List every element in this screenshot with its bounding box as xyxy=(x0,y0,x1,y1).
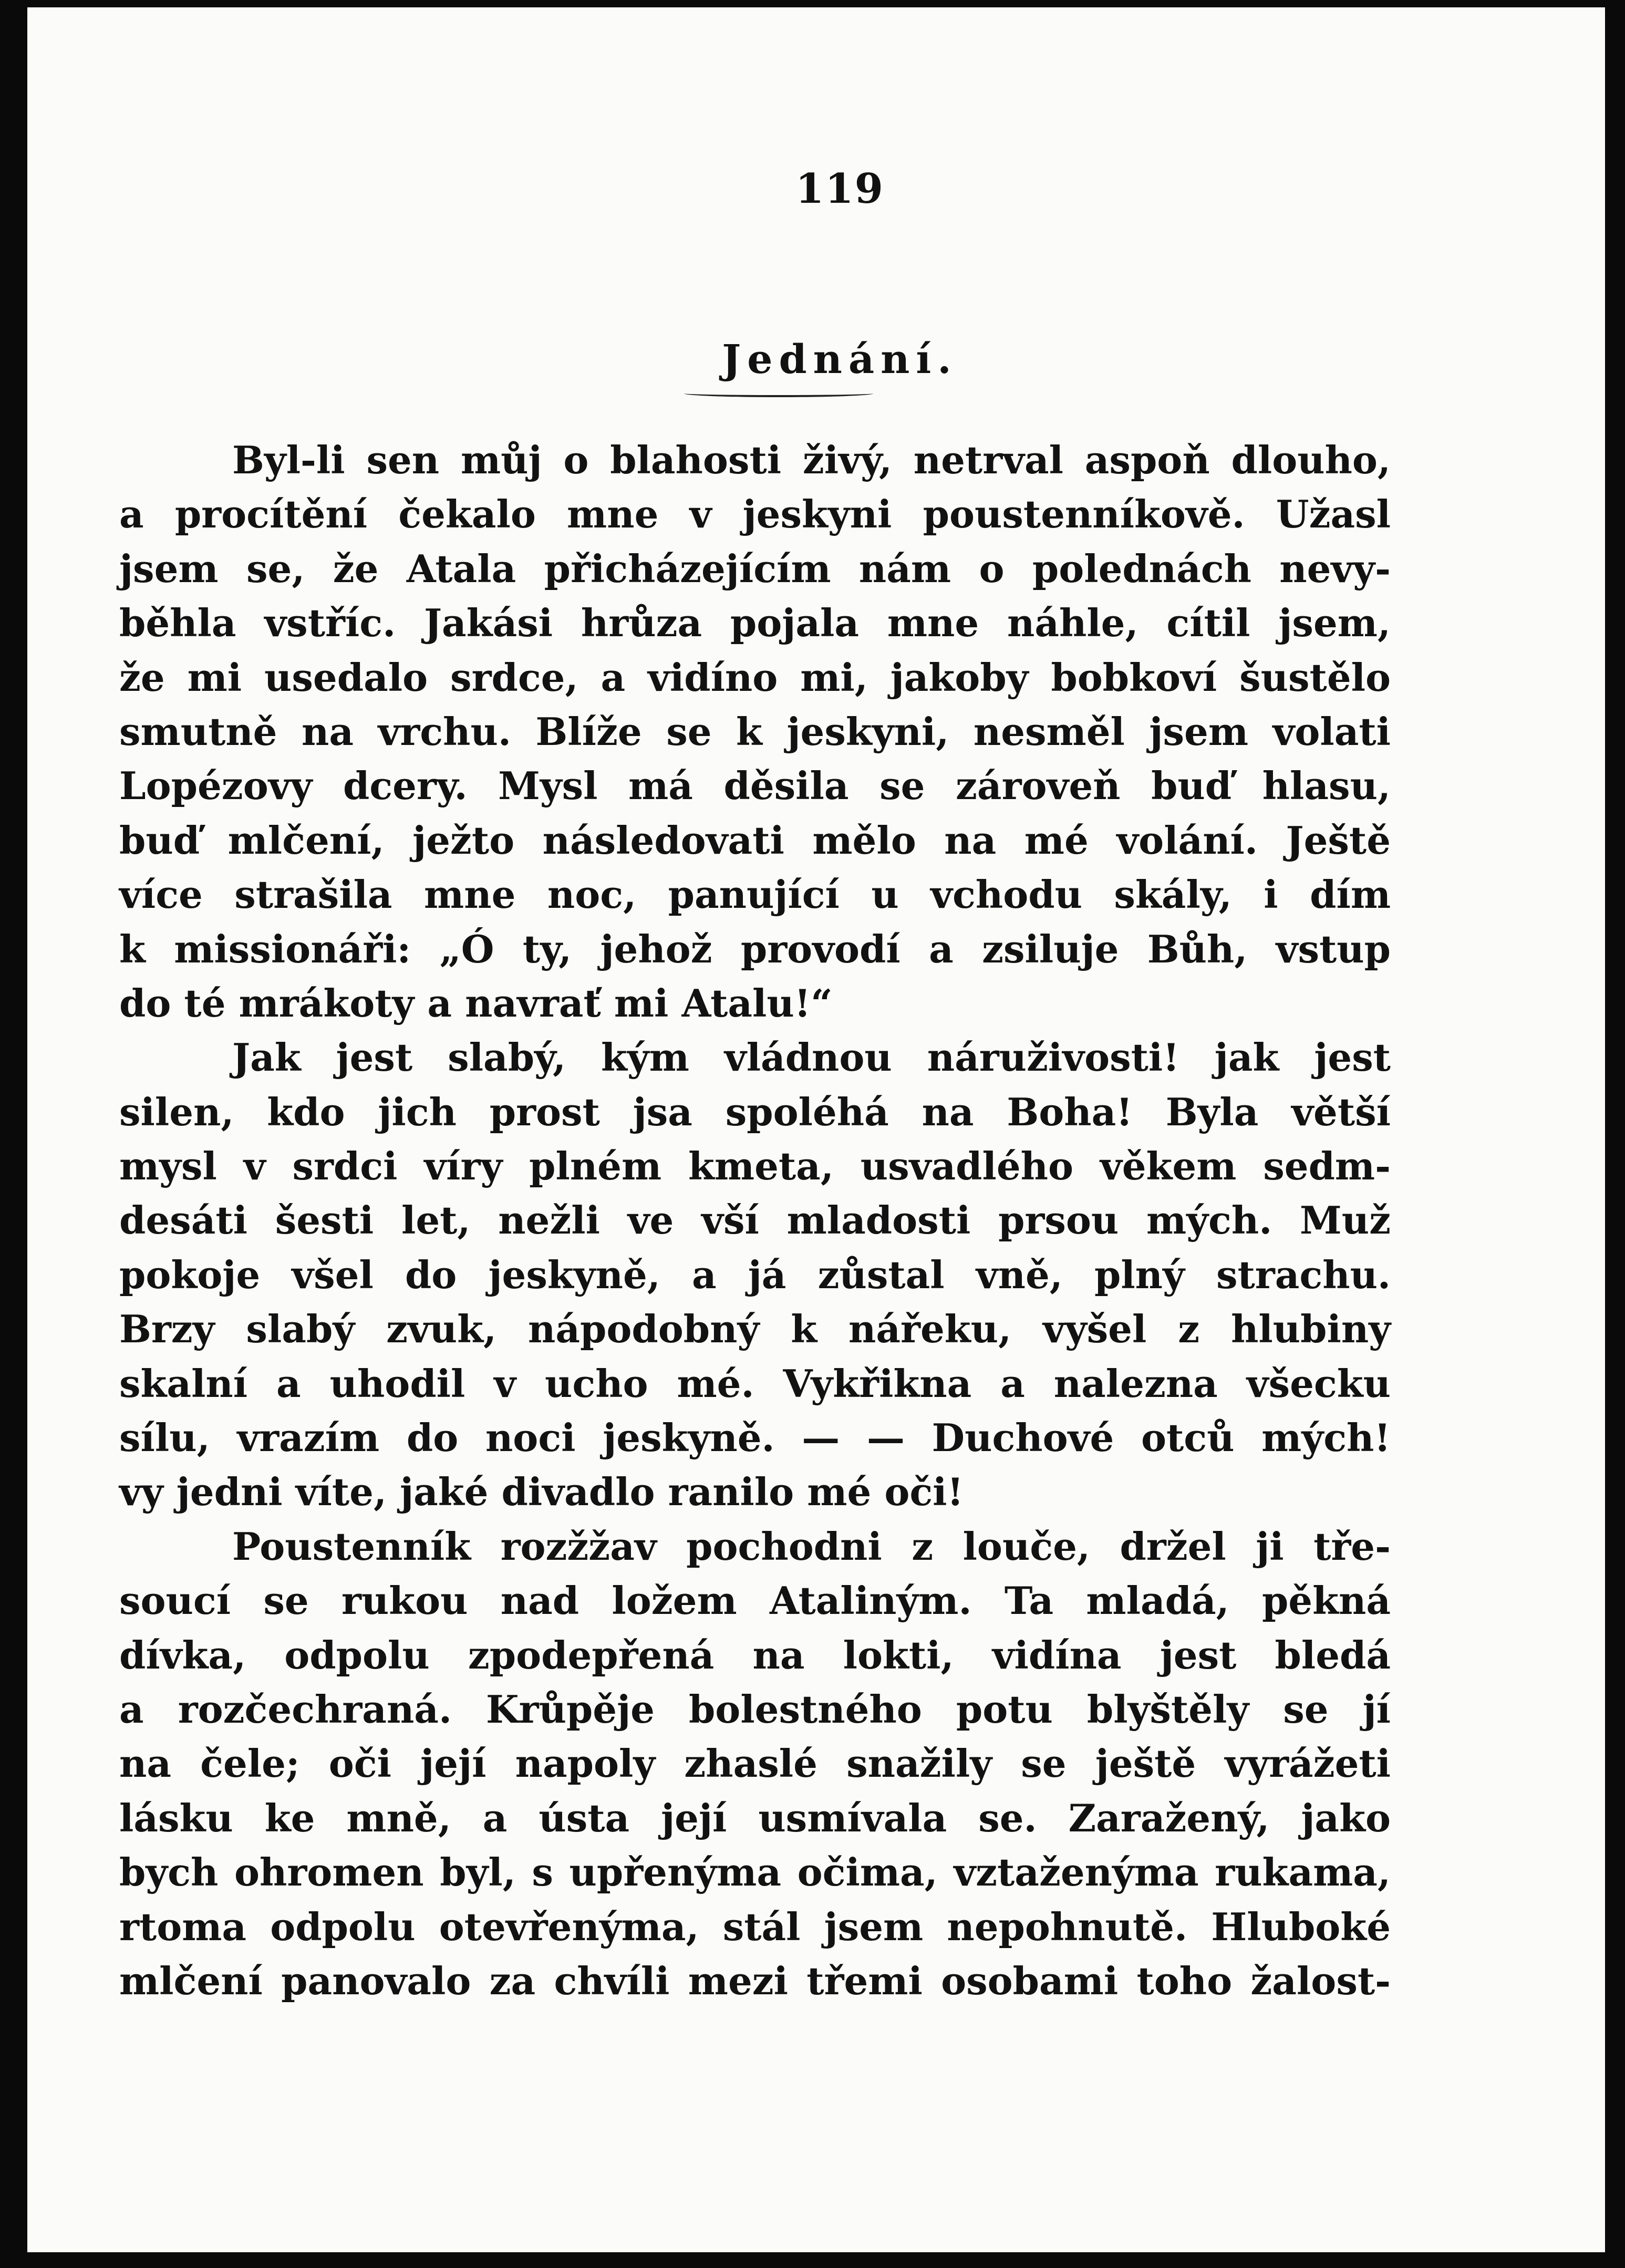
text-line: sílu, vrazím do noci jeskyně. — — Duchové otců mých! xyxy=(119,1415,1391,1461)
text-line: soucí se rukou nad ložem Ataliným. Ta mladá, pěkná xyxy=(119,1578,1391,1623)
text-line: Poustenník rozžžav pochodni z louče, držel ji tře- xyxy=(232,1524,1391,1569)
text-line: že mi usedalo srdce, a vidíno mi, jakoby bobkoví šustělo xyxy=(119,655,1391,700)
title-flourish xyxy=(684,390,873,397)
text-line: k missionáři: „Ó ty, jehož provodí a zsiluje Bůh, vstup xyxy=(119,926,1391,971)
text-line: jsem se, že Atala přicházejícím nám o polednách nevy- xyxy=(119,546,1391,591)
text-line: dívka, odpolu zpodepřená na lokti, vidína jest bledá xyxy=(119,1632,1391,1677)
text-line: lásku ke mně, a ústa její usmívala se. Zaražený, jako xyxy=(119,1795,1391,1840)
text-line: Brzy slabý zvuk, nápodobný k nářeku, vyšel z hlubiny xyxy=(119,1307,1391,1352)
text-line: Byl-li sen můj o blahosti živý, netrval aspoň dlouho, xyxy=(232,438,1391,482)
text-line: na čele; oči její napoly zhaslé snažily se ještě vyrážeti xyxy=(119,1741,1391,1786)
chapter-title: Jednání. xyxy=(722,336,958,382)
text-line: silen, kdo jich prost jsa spoléhá na Boha! Byla větší xyxy=(119,1089,1391,1134)
text-line: skalní a uhodil v ucho mé. Vykřikna a nalezna všecku xyxy=(119,1361,1391,1406)
text-line: a procítění čekalo mne v jeskyni poustenníkově. Užasl xyxy=(119,492,1391,537)
text-line: mlčení panovalo za chvíli mezi třemi osobami toho žalost- xyxy=(119,1958,1391,2003)
text-line: vy jedni víte, jaké divadlo ranilo mé oči! xyxy=(119,1469,964,1515)
text-line: pokoje všel do jeskyně, a já zůstal vně, plný strachu. xyxy=(119,1252,1391,1297)
text-line: a rozčechraná. Krůpěje bolestného potu blyštěly se jí xyxy=(119,1686,1391,1732)
text-line: bych ohromen byl, s upřenýma očima, vztaženýma rukama, xyxy=(119,1850,1391,1895)
text-line: běhla vstříc. Jakási hrůza pojala mne náhle, cítil jsem, xyxy=(119,600,1391,646)
text-line: smutně na vrchu. Blíže se k jeskyni, nesměl jsem volati xyxy=(119,709,1391,754)
text-line: desáti šesti let, nežli ve vší mladosti prsou mých. Muž xyxy=(119,1198,1391,1243)
body-text xyxy=(119,433,1391,2008)
text-line: více strašila mne noc, panující u vchodu skály, i dím xyxy=(119,872,1391,917)
page-number: 119 xyxy=(795,165,884,213)
text-line: Lopézovy dcery. Mysl má děsila se zároveň buď hlasu, xyxy=(119,763,1391,809)
text-line: rtoma odpolu otevřenýma, stál jsem nepohnutě. Hluboké xyxy=(119,1904,1391,1949)
text-line: buď mlčení, ježto následovati mělo na mé volání. Ještě xyxy=(119,817,1391,863)
text-line: mysl v srdci víry plném kmeta, usvadlého věkem sedm- xyxy=(119,1144,1391,1189)
text-line: do té mrákoty a navrať mi Atalu!“ xyxy=(119,980,833,1026)
text-line: Jak jest slabý, kým vládnou náruživosti! jak jest xyxy=(232,1035,1391,1080)
